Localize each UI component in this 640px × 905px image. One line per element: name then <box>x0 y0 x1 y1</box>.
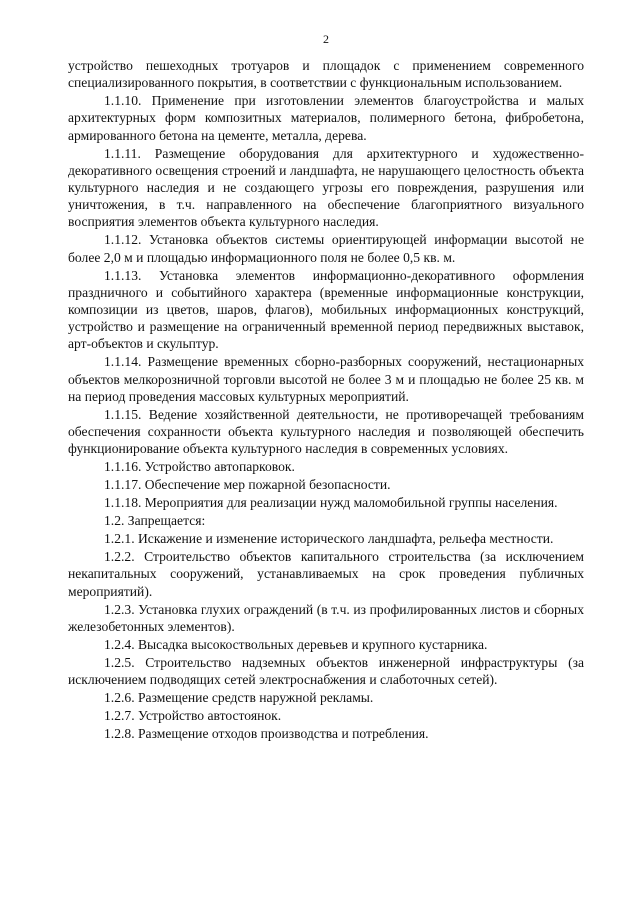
paragraph: 1.1.14. Размещение временных сборно-разборных сооружений, нестационарных объектов мелкорозничной торговли высотой не более 3 м и площадью не более 25 кв. м на период проведения массовых культурных мероприятий. <box>68 354 584 404</box>
paragraph: 1.2.4. Высадка высокоствольных деревьев и крупного кустарника. <box>104 636 488 652</box>
paragraph: 1.2.7. Устройство автостоянок. <box>104 708 282 724</box>
paragraph: 1.2.8. Размещение отходов производства и потребления. <box>104 726 429 742</box>
paragraph: 1.2. Запрещается: <box>104 513 206 529</box>
paragraph: 1.1.17. Обеспечение мер пожарной безопасности. <box>104 477 391 493</box>
paragraph: 1.1.12. Установка объектов системы ориентирующей информации высотой не более 2,0 м и площадью информационного поля не более 0,5 кв. м. <box>68 232 584 265</box>
paragraph: 1.2.2. Строительство объектов капитального строительства (за исключением некапитальных сооружений, устанавливаемых на срок проведения публичных мероприятий). <box>68 549 584 599</box>
paragraph: 1.1.16. Устройство автопарковок. <box>104 459 295 475</box>
paragraph: 1.1.13. Установка элементов информационно-декоративного оформления праздничного и событийного характера (временные информационные конструкции, композиции из цветов, шаров, флагов), мобильных информационных конструкций, устройство и размещение на ограниченный временной период передвижных выставок, арт-объектов и скульптур. <box>68 267 584 352</box>
paragraph: 1.1.10. Применение при изготовлении элементов благоустройства и малых архитектурных форм композитных материалов, полимерного бетона, фибробетона, армированного бетона на цементе, металла, дерева. <box>68 93 584 143</box>
paragraph: 1.2.6. Размещение средств наружной рекламы. <box>104 690 374 706</box>
paragraph: устройство пешеходных тротуаров и площадок с применением современного специализированного покрытия, в соответствии с функциональным использованием. <box>68 58 584 91</box>
paragraph: 1.2.3. Установка глухих ограждений (в т.ч. из профилированных листов и сборных железобетонных элементов). <box>68 601 584 634</box>
paragraph: 1.1.18. Мероприятия для реализации нужд маломобильной группы населения. <box>104 495 558 511</box>
paragraph: 1.1.11. Размещение оборудования для архитектурного и художественно-декоративного освещения строений и ландшафта, не нарушающего целостность объекта культурного наследия и не создающего угрозы его повреждения, разрушения или уничтожения, в т.ч. направленного на обеспечение благоприятного визуального восприятия элементов объекта культурного наследия. <box>68 145 584 230</box>
page-number: 2 <box>323 32 329 46</box>
paragraph: 1.2.1. Искажение и изменение исторического ландшафта, рельефа местности. <box>104 531 554 547</box>
paragraph: 1.2.5. Строительство надземных объектов инженерной инфраструктуры (за исключением подводящих сетей электроснабжения и слаботочных сетей). <box>68 654 584 688</box>
paragraph: 1.1.15. Ведение хозяйственной деятельности, не противоречащей требованиям обеспечения сохранности объекта культурного наследия и позволяющей обеспечить функционирование объекта культурного наследия в современных условиях. <box>68 406 584 457</box>
document-body <box>68 57 584 742</box>
